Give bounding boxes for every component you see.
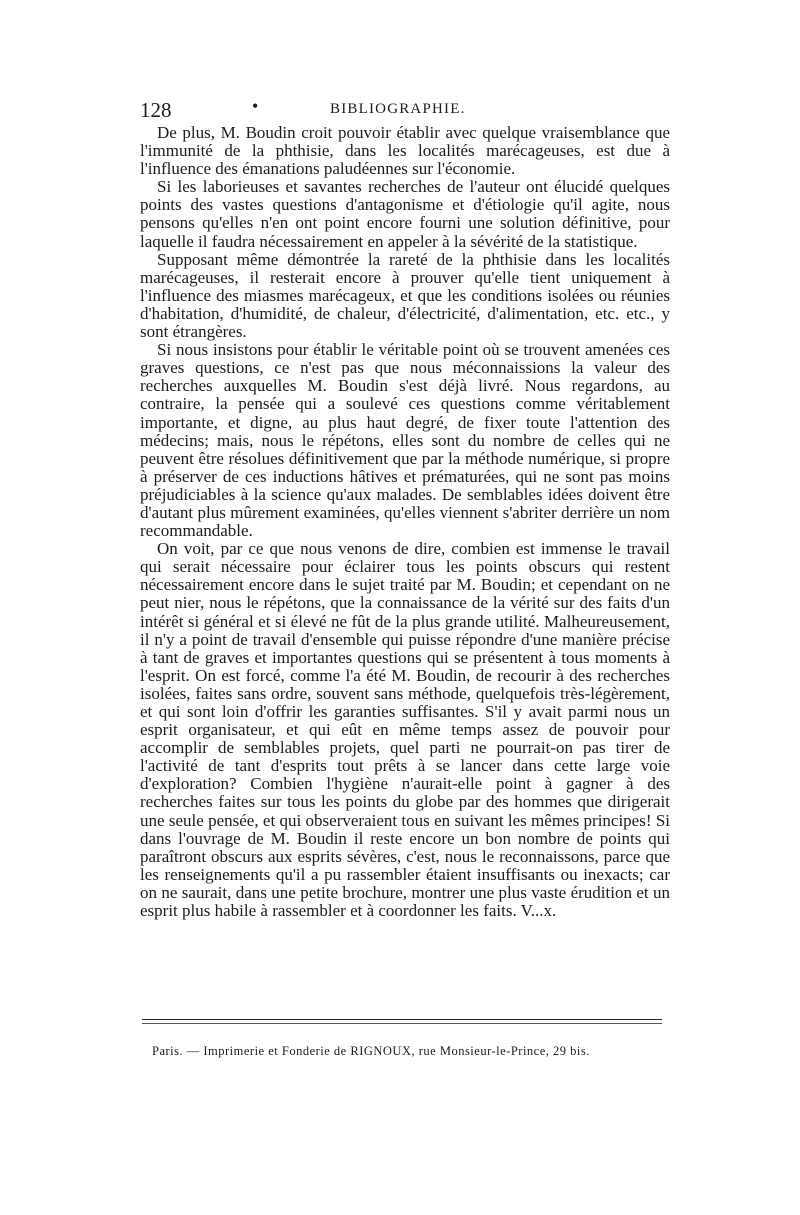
page-header: [140, 98, 670, 124]
signature: V...x.: [520, 901, 557, 921]
header-ornament: •: [252, 96, 259, 116]
divider-rule-thin: [142, 1023, 662, 1024]
running-head: BIBLIOGRAPHIE.: [330, 101, 466, 117]
divider-rule: [142, 1019, 662, 1020]
page-number: 128: [140, 98, 172, 122]
paragraph: Si les laborieuses et savantes recherches de l'auteur ont élucidé quelques points des vastes questions d'antagonisme et d'étiologie qu'il agite, nous pensons qu'elles n'en ont point encore fourni une solution définitive, pour laquelle il faudra nécessairement en appeler à la sévérité de la statistique.: [140, 177, 670, 251]
body-text: [140, 124, 670, 920]
paragraph-final-text: On voit, par ce que nous venons de dire, combien est immense le travail qui serait nécessaire pour éclairer tous les points obscurs qui restent nécessairement encore dans le sujet traité par M. Boudin; et cependant on ne peut nier, nous le répétons, que la connaissance de la vérité sur des faits d'un intérêt si général et si élevé ne fût de la plus grande utilité. Malheureusement, il n'y a point de travail d'ensemble qui puisse répondre d'une manière précise à tant de graves et importantes questions qui se présentent à tous moments à l'esprit. On est forcé, comme l'a été M. Boudin, de recourir à des recherches isolées, faites sans ordre, souvent sans méthode, quelquefois très-légèrement, et qui sont loin d'offrir les garanties suffisantes. S'il y avait parmi nous un esprit organisateur, et qui eût en même temps assez de pouvoir pour accomplir de semblables projets, quel parti ne pourrait-on pas tirer de l'activité de tant d'esprits tout prêts à se lancer dans cette large voie d'exploration? Combien l'hygiène n'aurait-elle point à gagner à des recherches faites sur tous les points du globe par des hommes que dirigerait une seule pensée, et qui observeraient tous en suivant les mêmes principes! Si dans l'ouvrage de M. Boudin il reste encore un bon nombre de points qui paraîtront obscurs aux esprits sévères, c'est, nous le reconnaissons, parce que les renseignements qu'il a pu rassembler étaient insuffisants ou inexacts; car on ne saurait, dans une petite brochure, montrer une plus vaste érudition et un esprit plus habile à rassembler et à coordonner les faits.: [140, 539, 670, 921]
paragraph: Supposant même démontrée la rareté de la phthisie dans les localités marécageuses, il resterait encore à prouver qu'elle tient uniquement à l'influence des miasmes marécageux, et que les conditions isolées ou réunies d'habitation, d'humidité, de chaleur, d'électricité, d'alimentation, etc. etc., y sont étrangères.: [140, 249, 670, 342]
paragraph: De plus, M. Boudin croit pouvoir établir avec quelque vraisemblance que l'immunité de la phthisie, dans les localités marécageuses, est due à l'influence des émanations paludéennes sur l'économie.: [140, 123, 670, 179]
printer-imprint: Paris. — Imprimerie et Fonderie de RIGNOUX, rue Monsieur-le-Prince, 29 bis.: [152, 1044, 590, 1058]
paragraph-final: [140, 540, 670, 920]
paragraph: Si nous insistons pour établir le véritable point où se trouvent amenées ces graves questions, ce n'est pas que nous méconnaissions la valeur des recherches auxquelles M. Boudin s'est déjà livré. Nous regardons, au contraire, la pensée qui a soulevé ces questions comme véritablement importante, et digne, au plus haut degré, de fixer toute l'attention des médecins; mais, nous le répétons, elles sont du nombre de celles qui ne peuvent être résolues définitivement que par la méthode numérique, si propre à préserver de ces inductions hâtives et prématurées, qui ne sont pas moins préjudiciables à la science qu'aux malades. De semblables idées doivent être d'autant plus mûrement examinées, qu'elles viennent s'abriter derrière un nom recommandable.: [140, 340, 670, 541]
page: [140, 98, 670, 920]
